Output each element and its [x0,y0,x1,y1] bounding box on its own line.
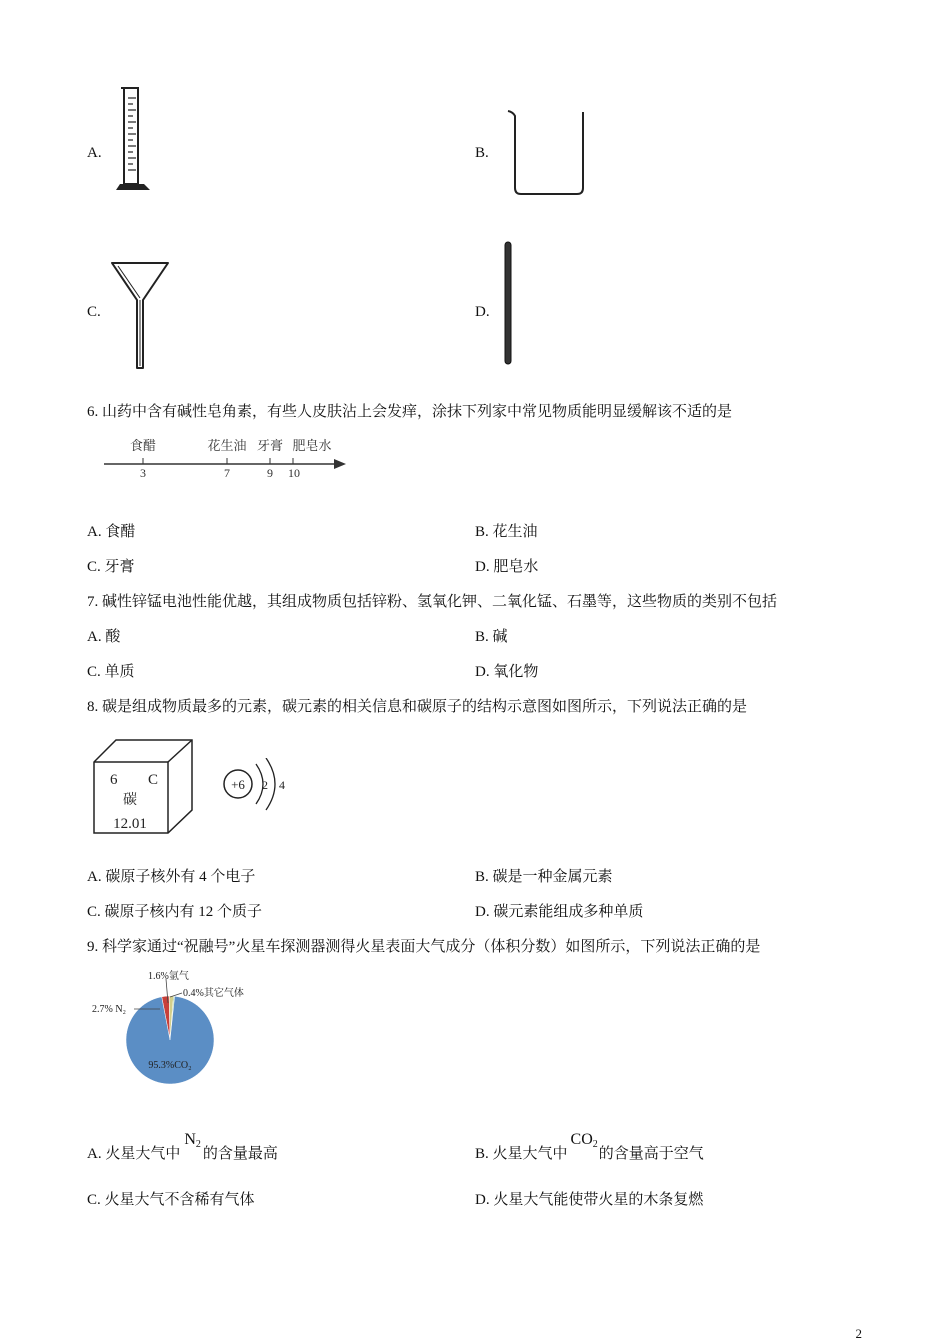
q9-option-a-formula: $N_2$ [184,1131,201,1150]
option-d-label[interactable]: D. [475,304,490,320]
q8-option-b[interactable]: B. 碳是一种金属元素 [475,869,613,885]
element-name: 碳 [123,793,137,808]
q9-option-a-suffix: 的含量最高 [202,1146,278,1162]
pie-label-n2: 2.7% N₂ [92,1004,127,1015]
scale-label-vinegar: 食醋 [129,438,157,453]
graduated-cylinder-icon [112,86,157,192]
page-number: 2 [855,1326,862,1341]
q7-option-c[interactable]: C. 单质 [87,664,135,680]
q7-option-a[interactable]: A. 酸 [87,629,121,645]
q9-option-b-formula: $CO_2$ [570,1131,598,1150]
glass-rod-icon [500,240,516,366]
carbon-element-card [92,738,197,836]
scale-value-3: 3 [140,466,146,480]
scale-label-soap-water: 肥皂水 [292,438,332,453]
q9-option-d[interactable]: D. 火星大气能使带火星的木条复燃 [475,1192,704,1208]
q9-option-a-prefix: A. 火星大气中 [87,1146,181,1162]
q6-option-d[interactable]: D. 肥皂水 [475,559,539,575]
scale-value-7: 7 [224,466,230,480]
option-c-label[interactable]: C. [87,304,101,320]
scale-label-peanut-oil: 花生油 [207,438,247,453]
q9-option-b-suffix: 的含量高于空气 [598,1146,704,1162]
q9-option-a[interactable] [87,1131,278,1164]
pie-label-other-gas: 0.4%其它气体 [183,988,244,999]
q6-option-b[interactable]: B. 花生油 [475,524,538,540]
q9-option-c[interactable]: C. 火星大气不含稀有气体 [87,1192,255,1208]
shell-2-electrons: 4 [279,778,285,792]
nucleus-charge: +6 [231,777,245,792]
scale-value-9: 9 [267,466,273,480]
q7-option-b[interactable]: B. 碱 [475,629,508,645]
q8-option-c[interactable]: C. 碳原子核内有 12 个质子 [87,904,263,920]
q9-option-b[interactable] [475,1131,704,1164]
mars-atmosphere-pie-chart [90,965,265,1095]
element-symbol: C [148,772,159,788]
question-6-stem: 6. 山药中含有碱性皂角素，有些人皮肤沾上会发痒，涂抹下列家中常见物质能明显缓解该不适的是 [87,404,733,420]
element-atomic-number: 6 [110,772,118,788]
carbon-atom-diagram [220,758,295,820]
option-b-label[interactable]: B. [475,145,489,161]
shell-1-electrons: 2 [262,778,268,792]
question-8-stem: 8. 碳是组成物质最多的元素，碳元素的相关信息和碳原子的结构示意图如图所示，下列说法正确的是 [87,699,748,715]
scale-value-10: 10 [288,466,300,480]
beaker-icon [505,108,590,198]
scale-label-toothpaste: 牙膏 [256,438,284,453]
q9-option-b-prefix: B. 火星大气中 [475,1146,568,1162]
q6-option-c[interactable]: C. 牙膏 [87,559,135,575]
q8-option-a[interactable]: A. 碳原子核外有 4 个电子 [87,869,256,885]
pie-label-argon: 1.6%氩气 [148,971,189,982]
option-a-label[interactable]: A. [87,145,102,161]
pie-label-co2: 95.3%CO₂ [148,1060,192,1071]
question-9-stem: 9. 科学家通过“祝融号”火星车探测器测得火星表面大气成分（体积分数）如图所示，下列说法正确的是 [87,939,761,955]
funnel-icon [108,260,173,372]
q6-option-a[interactable]: A. 食醋 [87,524,136,540]
element-atomic-mass: 12.01 [113,816,147,832]
ph-scale-diagram [100,434,350,484]
q8-option-d[interactable]: D. 碳元素能组成多种单质 [475,904,644,920]
q7-option-d[interactable]: D. 氧化物 [475,664,539,680]
question-7-stem: 7. 碱性锌锰电池性能优越，其组成物质包括锌粉、氢氧化钾、二氧化锰、石墨等，这些物质的类别不包括 [87,594,778,610]
